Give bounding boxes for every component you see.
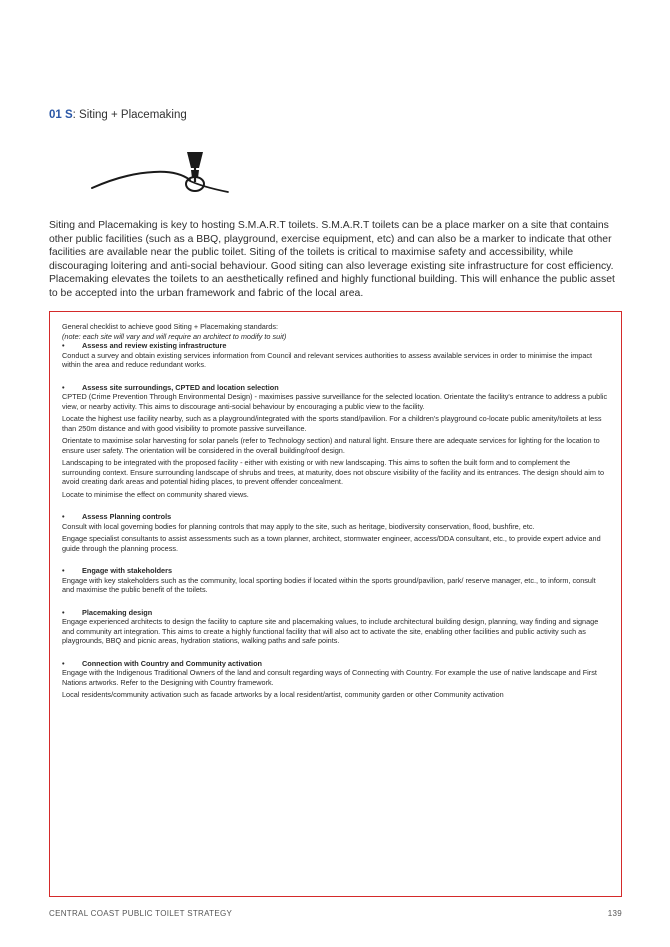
checklist-item-paragraph: Locate the highest use facility nearby, such as a playground/integrated with the sports stand/pavilion. For a children's playground co-locate public amenity/toilets at less than 250m distance and with good visibility to promote passive surveillance. (62, 414, 602, 433)
bullet-icon: • (62, 512, 65, 521)
bullet-icon: • (62, 566, 65, 575)
checklist-item-paragraph: Engage experienced architects to design the facility to capture site and placemaking values, to include architectural building design, planning, way finding and signage and community art integration. This aims to create a highly functional facility that will also act to activate the site, enabling other facilities and public activity such as playgrounds, BBQ and picnic areas, hydration stations, walking paths and safe points. (62, 617, 599, 645)
checklist-item-heading (62, 341, 609, 351)
checklist-item-heading (62, 659, 609, 669)
checklist-item (62, 566, 609, 595)
checklist-item-heading (62, 566, 609, 576)
checklist-item-heading-text: Placemaking design (82, 607, 153, 617)
page-number: 139 (607, 909, 622, 918)
checklist-item-heading-text: Connection with Country and Community activation (82, 658, 262, 668)
page-footer (49, 909, 622, 918)
checklist-item-heading (62, 512, 609, 522)
checklist-item-paragraph: CPTED (Crime Prevention Through Environmental Design) - maximises passive surveillance for the selected location. Orientate the facility's entrance to address a public view, or nearby activity. This aims to discourage anti-social behaviour by encouraging a public view to the facility. (62, 392, 608, 411)
checklist-title: General checklist to achieve good Siting + Placemaking standards: (62, 322, 278, 331)
checklist-box (49, 311, 622, 897)
checklist-item-paragraph: Consult with local governing bodies for planning controls that may apply to the site, such as heritage, biodiversity conservation, flood, bushfire, etc. (62, 521, 535, 531)
checklist-item (62, 512, 609, 553)
section-heading (49, 109, 187, 121)
checklist-item-paragraph: Engage specialist consultants to assist assessments such as a town planner, architect, stormwater engineer, access/DDA consultant, etc., to provide expert advice and guide through the planning process. (62, 534, 601, 553)
checklist-item-heading (62, 608, 609, 618)
bullet-icon: • (62, 607, 65, 617)
checklist-items (62, 341, 609, 700)
checklist-item-paragraph: Locate to minimise the effect on community shared views. (62, 489, 249, 499)
person-in-landscape-sketch-icon (88, 140, 248, 205)
checklist-item-heading (62, 383, 609, 393)
checklist-item (62, 383, 609, 500)
section-title: : Siting + Placemaking (72, 109, 187, 121)
checklist-item-paragraph: Landscaping to be integrated with the proposed facility - either with existing or with new landscaping. This aims to soften the built form and to complement the surrounding context. Ensure surrounding landscape of shrubs and trees, at maturity, does not obscure visibility of the facility and its entrances. The design should aim to avoid creating dark areas and potential hiding places, to prevent offender concealment. (62, 458, 605, 486)
bullet-icon: • (62, 658, 65, 668)
checklist-item (62, 341, 609, 370)
checklist-item-paragraph: Engage with the Indigenous Traditional Owners of the land and consult regarding ways of Connecting with Country. For example the use of native landscape and First Nations artworks. Refer to the Designing with Country framework. (62, 668, 597, 687)
checklist-item (62, 659, 609, 700)
checklist-item-heading-text: Assess and review existing infrastructure (82, 341, 227, 350)
checklist-item-paragraph: Orientate to maximise solar harvesting for solar panels (refer to Technology section) and natural light. Ensure there are adequate services for lighting for the location to ensure user safety. The orientation will be considered in the overall building/roof design. (62, 436, 600, 455)
bullet-icon: • (62, 341, 65, 350)
section-number: 01 S (49, 109, 73, 121)
checklist-item-paragraph: Conduct a survey and obtain existing services information from Council and relevant services authorities to assess available services in order to minimise the impact within the area and reduce redundant works. (62, 350, 593, 369)
intro-paragraph: Siting and Placemaking is key to hosting S.M.A.R.T toilets. S.M.A.R.T toilets can be a place marker on a site that contains other public facilities (such as a BBQ, playground, exercise equipment, etc) and can also be a marker to indicate that other facilities are available near the public toilet. Siting of the toilets is critical to maximise safety and accessibility, while discouraging loitering and anti-social behaviour. Good siting can also leverage existing site infrastructure for cost efficiency. Placemaking elevates the toilets to an aesthetically refined and highly functional building. This will enhance the public asset to be accepted into the urban framework and fabric of the local area. (49, 220, 615, 299)
checklist-item-heading-text: Assess site surroundings, CPTED and location selection (82, 382, 279, 392)
checklist-item-heading-text: Assess Planning controls (82, 512, 172, 521)
checklist-item-paragraph: Local residents/community activation such as facade artworks by a local resident/artist, community garden or other Community activation (62, 690, 504, 699)
bullet-icon: • (62, 382, 65, 392)
checklist-item (62, 608, 609, 646)
checklist-note: (note: each site will vary and will require an architect to modify to suit) (62, 331, 287, 341)
footer-document-title: CENTRAL COAST PUBLIC TOILET STRATEGY (49, 909, 233, 918)
checklist-item-heading-text: Engage with stakeholders (82, 566, 173, 575)
checklist-item-paragraph: Engage with key stakeholders such as the community, local sporting bodies if located within the sports ground/pavilion, park/ reserve manager, etc., to inform, consult and maximise the public benefit of the toilets. (62, 575, 596, 594)
